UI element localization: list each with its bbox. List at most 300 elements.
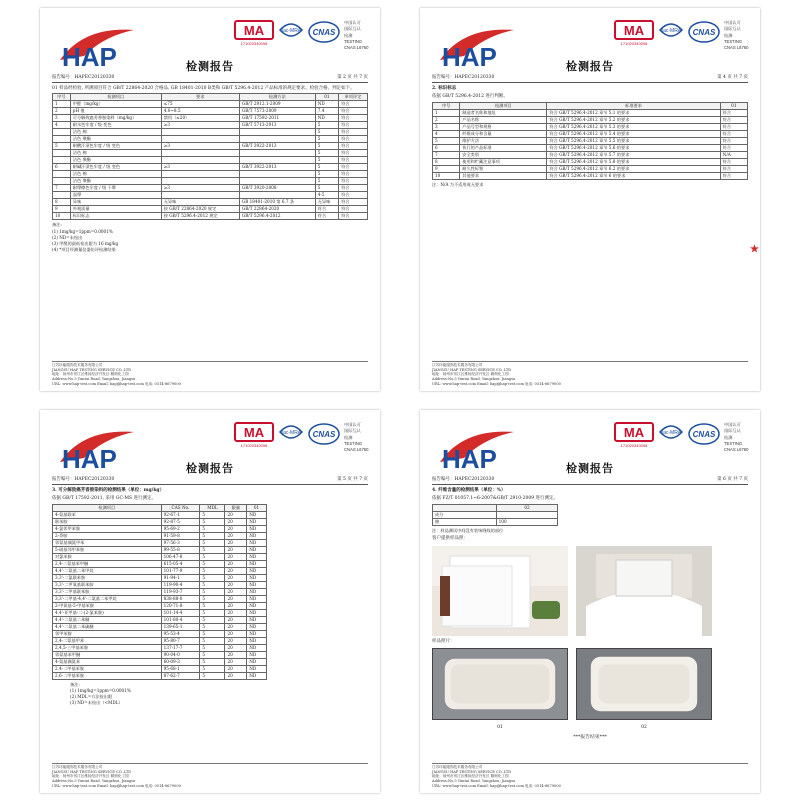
table-row (53, 525, 267, 532)
table-cell: 20 (225, 581, 247, 588)
table-cell: 97-56-3 (161, 539, 200, 546)
report-page-5 (40, 410, 380, 793)
table-header-cell: 序号 (433, 102, 460, 109)
section-subtitle: 依据 GB/T 5296.4-2012 进行判断。 (432, 93, 508, 99)
table-cell: 符合 (720, 144, 747, 151)
table-cell: 2,4,5-三甲基苯胺 (53, 644, 162, 651)
table-cell: 5 (200, 588, 225, 595)
table-cell: 2,4-二氨基苯甲醚 (53, 560, 162, 567)
report-title: 检测报告 (186, 462, 234, 475)
table-cell: 5 (315, 143, 338, 150)
table-cell: ND (247, 546, 267, 553)
table-cell: 5 (200, 532, 225, 539)
fiber-table (432, 504, 558, 526)
table-row (53, 511, 267, 518)
table-cell: 符合 (339, 199, 368, 206)
table-row (53, 178, 368, 185)
note-line: (3) ND=未检出（<MDL） (70, 700, 123, 706)
table-cell: 符合 (720, 123, 747, 130)
table-note: 注：样品测试中间没有装饰缝线的部位 (432, 527, 504, 533)
table-cell (53, 157, 71, 164)
table-row (53, 595, 267, 602)
table-cell: 20 (225, 658, 247, 665)
table-cell (53, 171, 71, 178)
table-cell: 5 (200, 609, 225, 616)
table-cell: 119-90-4 (161, 581, 200, 588)
table-cell: 使用和贮藏注意事项 (460, 158, 547, 165)
table-cell: 5 (433, 137, 460, 144)
cert-marks (234, 20, 370, 51)
table-header-cell: 检测项目 (70, 94, 161, 101)
table-cell: 沾色 聚酯 (70, 157, 161, 164)
table-cell: 5 (200, 637, 225, 644)
table-header-cell: 检测项目 (460, 102, 547, 109)
page-body (52, 488, 368, 707)
ma-number: 171020340098 (240, 41, 268, 46)
table-cell: 2 (433, 116, 460, 123)
table-cell (239, 129, 315, 136)
table-cell (239, 178, 315, 185)
table-row (53, 192, 368, 199)
table-cell: 2,4-二甲基苯胺 (53, 665, 162, 672)
table-cell (496, 511, 558, 518)
hap-logo-text: HAP (62, 42, 117, 72)
table-cell: 1 (433, 109, 460, 116)
table-cell: 139-65-1 (161, 623, 200, 630)
table-cell: 20 (225, 672, 247, 679)
table-cell: 符合 (339, 150, 368, 157)
table-cell: 禁用（≤20） (161, 115, 239, 122)
svg-text:ilac-MRA: ilac-MRA (280, 28, 302, 34)
table-cell: 5 (315, 122, 338, 129)
table-cell: 外观质量 (70, 206, 161, 213)
table-cell: 5 (200, 567, 225, 574)
table-cell: ND (247, 644, 267, 651)
table-cell: 2-萘胺 (53, 532, 162, 539)
table-cell: GB/T 5713-2013 (239, 122, 315, 129)
note-line: JIANGSU HAP TESTING SERVICE CO.,LTD (52, 769, 132, 774)
table-cell: 3,3'-二氯联苯胺 (53, 574, 162, 581)
table-row (53, 672, 267, 679)
table-row (53, 553, 267, 560)
table-cell: 5 (200, 553, 225, 560)
table-row (53, 532, 267, 539)
table-cell: 5 (315, 164, 338, 171)
report-title: 检测报告 (566, 60, 614, 73)
report-page-4 (420, 8, 760, 391)
table-cell: 产品名称 (460, 116, 547, 123)
table-cell: 20 (225, 665, 247, 672)
table-row (53, 623, 267, 630)
table-cell: 成分 (433, 511, 497, 518)
table-cell: 91-59-8 (161, 532, 200, 539)
page-footer (52, 361, 368, 387)
table-cell: 制造者名称和地址 (460, 109, 547, 116)
table-cell: 标识标志 (70, 213, 161, 220)
table-cell: 4,4'-二氨基二苯硫醚 (53, 623, 162, 630)
table-cell: 3 (53, 115, 71, 122)
table-cell: 耐碱汗渍色牢度 / 级 变色 (70, 164, 161, 171)
table-cell (161, 192, 239, 199)
table-cell: 20 (225, 518, 247, 525)
note-line: JIANGSU HAP TESTING SERVICE CO.,LTD (432, 367, 512, 372)
table-cell: N/A (720, 151, 747, 158)
table-cell: 5 (200, 602, 225, 609)
table-cell: ≥3 (161, 122, 239, 129)
table-cell: 5 (200, 595, 225, 602)
table-cell: ND (247, 518, 267, 525)
table-row (433, 116, 748, 123)
table-header-cell: 限量 (225, 504, 247, 511)
table-cell: 沾色 棉 (70, 129, 161, 136)
table-cell: 101-80-4 (161, 616, 200, 623)
table-row (53, 602, 267, 609)
table-cell (239, 150, 315, 157)
note-line: Address:No.5 Yuntai Road, Yangzhou, Jiangsu (432, 779, 516, 784)
table-cell: ND (247, 623, 267, 630)
note-line: Address:No.5 Yuntai Road, Yangzhou, Jiangsu (52, 779, 136, 784)
notes (70, 682, 368, 707)
table-cell: 137-17-7 (161, 644, 200, 651)
table-cell: ND (247, 672, 267, 679)
table-cell: GB/T 2912.1-2009 (239, 101, 315, 108)
photo-caption: 客户提供样品照： (432, 535, 468, 541)
table-cell: 符合 (339, 206, 368, 213)
page-number: 第 2 页 共 7 页 (337, 75, 368, 80)
table-cell: 90-04-0 (161, 651, 200, 658)
report-page-6 (420, 410, 760, 793)
section-title: 2. 标识标志 (432, 86, 457, 91)
table-cell: 95-80-7 (161, 637, 200, 644)
table-cell: 沾色 棉 (70, 171, 161, 178)
table-cell: 甲醛（mg/kg） (70, 101, 161, 108)
note-line: 江苏环能服饰技术服务有限公司 (432, 362, 483, 367)
table-cell: 101-77-9 (161, 567, 200, 574)
note-line: 地址：扬州市邗江区维扬经济开发区 精细化工园 (52, 774, 129, 779)
note-line: 地址：扬州市邗江区维扬经济开发区 精细化工园 (432, 372, 509, 377)
table-cell: ND (247, 581, 267, 588)
table-cell: 5 (200, 651, 225, 658)
table-row (53, 185, 368, 192)
svg-text:ilac-MRA: ilac-MRA (660, 430, 682, 436)
table-cell: 符合 (339, 129, 368, 136)
table-cell: ND (247, 539, 267, 546)
table-cell: 对氯苯胺 (53, 553, 162, 560)
table-cell: 20 (225, 623, 247, 630)
table-cell: GB/T 3920-2008 (239, 185, 315, 192)
ilac-mra-icon (278, 20, 304, 40)
table-cell: 100 (496, 518, 558, 525)
table-row (53, 199, 368, 206)
table-cell: 6 (53, 164, 71, 171)
table-cell: 邻氨基苯甲醚 (53, 651, 162, 658)
table-cell: 5 (53, 143, 71, 150)
table-cell: 符合 (339, 101, 368, 108)
table-cell: 符合 (720, 130, 747, 137)
table-cell: 符合 GB/T 5296.4-2012 章节 6 的要求 (547, 172, 720, 179)
table-header-cell: 序号 (53, 94, 71, 101)
table-row (53, 518, 267, 525)
table-cell: ≥3 (161, 185, 239, 192)
table-cell: ND (247, 630, 267, 637)
note-line: (2) MDL=方法检出限 (70, 694, 113, 700)
table-cell: 符合 GB/T 5296.4-2012 章节 6.2 的要求 (547, 165, 720, 172)
note-line: 江苏环能服饰技术服务有限公司 (52, 362, 103, 367)
table-cell: 5 (200, 539, 225, 546)
report-title: 检测报告 (566, 462, 614, 475)
table-cell: ND (247, 609, 267, 616)
table-cell: 5 (200, 672, 225, 679)
svg-text:HAP: HAP (442, 42, 497, 72)
table-cell: ≥3 (161, 143, 239, 150)
table-row (433, 172, 748, 179)
table-row (53, 115, 368, 122)
table-cell: 4.0~8.5 (161, 108, 239, 115)
table-cell: 4,4'-二氨基二苯甲烷 (53, 567, 162, 574)
sample-caption: 样品照片： (432, 638, 455, 644)
report-number-line: 报告编号：HAPEC20120330 第 4 页 共 7 页 (432, 74, 748, 83)
table-row (433, 151, 748, 158)
table-cell: 符合 (339, 178, 368, 185)
table-cell (239, 171, 315, 178)
table-cell (161, 136, 239, 143)
page-footer (52, 763, 368, 789)
table-cell (161, 150, 239, 157)
table-cell: 符合 GB/T 5296.4-2012 章节 5.2 的要求 (547, 116, 720, 123)
table-cell (53, 178, 71, 185)
table-cell: 9 (53, 206, 71, 213)
note-line: URL: www.hap-test.com Email: hap@hap-test.com 电话: 0514-8679000 (52, 382, 181, 387)
table-cell: 92-87-5 (161, 518, 200, 525)
table-cell: 符合 (339, 192, 368, 199)
sample-photos (432, 648, 748, 731)
customer-photo-towels (432, 546, 568, 636)
table-cell: 20 (225, 651, 247, 658)
table-row (433, 158, 748, 165)
note-line: URL: www.hap-test.com Email: hap@hap-test.com 电话: 0514-8679000 (52, 784, 181, 789)
table-cell: GB/T 5296.4-2012 (239, 213, 315, 220)
table-cell: 符合 (720, 137, 747, 144)
cert-marks: MA 171020340098 ilac-MRA CNAS 中国认可 国际互认 检测 TESTING CNAS L6760 (614, 20, 750, 51)
cert-marks: MA 171020340098 ilac-MRA CNAS 中国认可 国际互认 检测 TESTING CNAS L6760 (234, 422, 370, 453)
table-header-cell (433, 504, 497, 511)
table-cell: ND (247, 532, 267, 539)
table-cell: 20 (225, 553, 247, 560)
table-cell: 符合 (339, 143, 368, 150)
table-cell (161, 157, 239, 164)
table-header-cell: 01 (247, 504, 267, 511)
note-line: 备注: (70, 681, 80, 687)
table-cell: 838-88-0 (161, 595, 200, 602)
table-row (53, 637, 267, 644)
notes (52, 222, 368, 253)
table-header-cell: MDL (200, 504, 225, 511)
table-header-cell: 检测方法 (239, 94, 315, 101)
table-cell: 5 (200, 616, 225, 623)
table-row (53, 206, 368, 213)
table-cell: ≤75 (161, 101, 239, 108)
table-row (433, 137, 748, 144)
table-cell: 5 (315, 185, 338, 192)
table-cell: 95-53-4 (161, 630, 200, 637)
ilac-mra-icon (658, 422, 684, 442)
report-title: 检测报告 (186, 60, 234, 73)
table-row (53, 101, 368, 108)
svg-text:CNAS: CNAS (692, 430, 716, 439)
table-row (53, 574, 267, 581)
sample-photo-01: 01 (432, 648, 568, 731)
table-cell: 符合 GB/T 5296.4-2012 章节 5.3 的要求 (547, 123, 720, 130)
table-cell: 7.4 (315, 108, 338, 115)
note-line: 备注: (52, 222, 62, 228)
table-cell: 120-71-8 (161, 602, 200, 609)
table-row (53, 567, 267, 574)
table-cell: 邻甲苯胺 (53, 630, 162, 637)
report-number-line: 报告编号：HAPEC20120330 第 5 页 共 7 页 (52, 476, 368, 485)
table-cell: 5 (200, 525, 225, 532)
table-cell (53, 192, 71, 199)
table-row (53, 539, 267, 546)
table-cell (161, 171, 239, 178)
table-cell: 无异味 (315, 199, 338, 206)
table-cell: 2,4-二氨基甲苯 (53, 637, 162, 644)
table-cell: 5 (200, 560, 225, 567)
table-row (53, 136, 368, 143)
table-cell: 8 (53, 199, 71, 206)
table-cell: 91-94-1 (161, 574, 200, 581)
result-table (52, 93, 368, 220)
table-row (433, 144, 748, 151)
page-footer (432, 763, 748, 789)
note-line: (2) ND=未检出 (52, 234, 83, 240)
cnas-icon (308, 20, 340, 44)
note-line: JIANGSU HAP TESTING SERVICE CO.,LTD (432, 769, 512, 774)
table-cell: 符合 (339, 185, 368, 192)
table-cell: 3 (433, 123, 460, 130)
table-cell: 5 (315, 129, 338, 136)
table-cell: 5 (200, 581, 225, 588)
table-cell: ND (247, 567, 267, 574)
table-cell: 符合 (720, 172, 747, 179)
cnas-icon (308, 422, 340, 446)
table-cell: 5-硝基邻甲苯胺 (53, 546, 162, 553)
table-cell: GB/T 3922-2013 (239, 164, 315, 171)
table-cell: 9 (433, 165, 460, 172)
table-cell: 95-69-2 (161, 525, 200, 532)
cnas-accreditation-text: 中国认可 国际互认 检测 TESTING CNAS L6760 (724, 20, 749, 51)
table-cell: 按 GB/T 22864-2020 规定 (161, 206, 239, 213)
table-cell: 安全类别 (460, 151, 547, 158)
section-title: 3. 可分解致癌芳香胺染料的检测结果（单位：mg/kg） (52, 488, 165, 493)
table-row (53, 665, 267, 672)
table-cell: 1 (53, 101, 71, 108)
table-cell: 20 (225, 637, 247, 644)
table-cell: 2,6-二甲基苯胺 (53, 672, 162, 679)
table-row (53, 213, 368, 220)
table-cell: 99-55-8 (161, 546, 200, 553)
table-cell: 符合 (720, 165, 747, 172)
table-cell: 维护方法 (460, 137, 547, 144)
table-cell: GB 18401-2010 第 6.7 条 (239, 199, 315, 206)
table-cell: 执行的产品标准 (460, 144, 547, 151)
table-cell: 耐久性标签 (460, 165, 547, 172)
table-cell: 4-5 (315, 192, 338, 199)
table-cell: 5 (200, 574, 225, 581)
table-header-cell: CAS No. (161, 504, 200, 511)
table-cell: 5 (315, 136, 338, 143)
note-line: 地址：扬州市邗江区维扬经济开发区 精细化工园 (52, 372, 129, 377)
table-cell: 20 (225, 574, 247, 581)
table-cell: 沾色 聚酯 (70, 136, 161, 143)
note-line: 地址：扬州市邗江区维扬经济开发区 精细化工园 (432, 774, 509, 779)
table-cell: ND (247, 616, 267, 623)
svg-text:CNAS: CNAS (692, 28, 716, 37)
table-cell: 4-氨基联苯 (53, 511, 162, 518)
table-cell: 符合 (339, 164, 368, 171)
table-cell: ND (247, 595, 267, 602)
table-cell: 5 (200, 665, 225, 672)
note-line: URL: www.hap-test.com Email: hap@hap-test.com 电话: 0514-8679000 (432, 382, 561, 387)
table-cell: 异味 (70, 199, 161, 206)
ilac-mra-icon (278, 422, 304, 442)
ilac-mra-icon (658, 20, 684, 40)
cnas-accreditation-text: 中国认可 国际互认 检测 TESTING CNAS L6760 (724, 422, 749, 453)
table-cell: 符合 (315, 206, 338, 213)
note-line: (1) 1mg/kg=1ppm=0.0001% (70, 687, 131, 693)
table-row (433, 109, 748, 116)
table-cell: 耐水色牢度 / 级 变色 (70, 122, 161, 129)
table-cell: 其他要求 (460, 172, 547, 179)
table-row (53, 658, 267, 665)
table-cell: 联苯胺 (53, 518, 162, 525)
table-row (433, 511, 558, 518)
table-cell (239, 192, 315, 199)
table-cell (53, 136, 71, 143)
note-line: Address:No.5 Yuntai Road, Yangzhou, Jiangsu (52, 377, 136, 382)
table-cell (161, 178, 239, 185)
report-number-line: 报告编号：HAPEC20120330 第 6 页 共 7 页 (432, 476, 748, 485)
table-cell: 符合 GB/T 5296.4-2012 章节 5.5 的要求 (547, 137, 720, 144)
note-line: URL: www.hap-test.com Email: hap@hap-test.com 电话: 0514-8679000 (432, 784, 561, 789)
table-cell: 符合 (339, 213, 368, 220)
table-cell: 4 (53, 122, 71, 129)
table-cell: 20 (225, 511, 247, 518)
cnas-icon (688, 422, 720, 446)
table-cell: 符合 (339, 157, 368, 164)
table-cell: 耐摩擦色牢度 / 级 干摩 (70, 185, 161, 192)
table-cell: ND (247, 602, 267, 609)
page-body (52, 86, 368, 254)
table-cell: ≥3 (161, 164, 239, 171)
table-cell: 4,4'-亚甲基-二-(2-氯苯胺) (53, 609, 162, 616)
table-cell: 20 (225, 588, 247, 595)
note-line: (3) 甲醛的最低检出限为 16 mg/kg (52, 241, 119, 247)
table-cell: 符合 (720, 109, 747, 116)
table-row (53, 630, 267, 637)
note-line: (1) 1mg/kg=1ppm=0.0001% (52, 228, 113, 234)
note-line: (4) *项目经测量仪器仿评检测结果 (52, 247, 116, 253)
section-title: 4. 纤维含量的检测结果（单位：%） (432, 488, 506, 493)
table-cell: 20 (225, 595, 247, 602)
table-cell: 符合 (339, 122, 368, 129)
table-cell: 5 (200, 644, 225, 651)
table-cell: 符合 GB/T 5296.4-2012 章节 5.8 的要求 (547, 158, 720, 165)
table-cell: 7 (53, 185, 71, 192)
table-row (53, 143, 368, 150)
table-cell: 20 (225, 546, 247, 553)
table-row (53, 122, 368, 129)
table-cell: 4-氨基偶氮苯 (53, 658, 162, 665)
